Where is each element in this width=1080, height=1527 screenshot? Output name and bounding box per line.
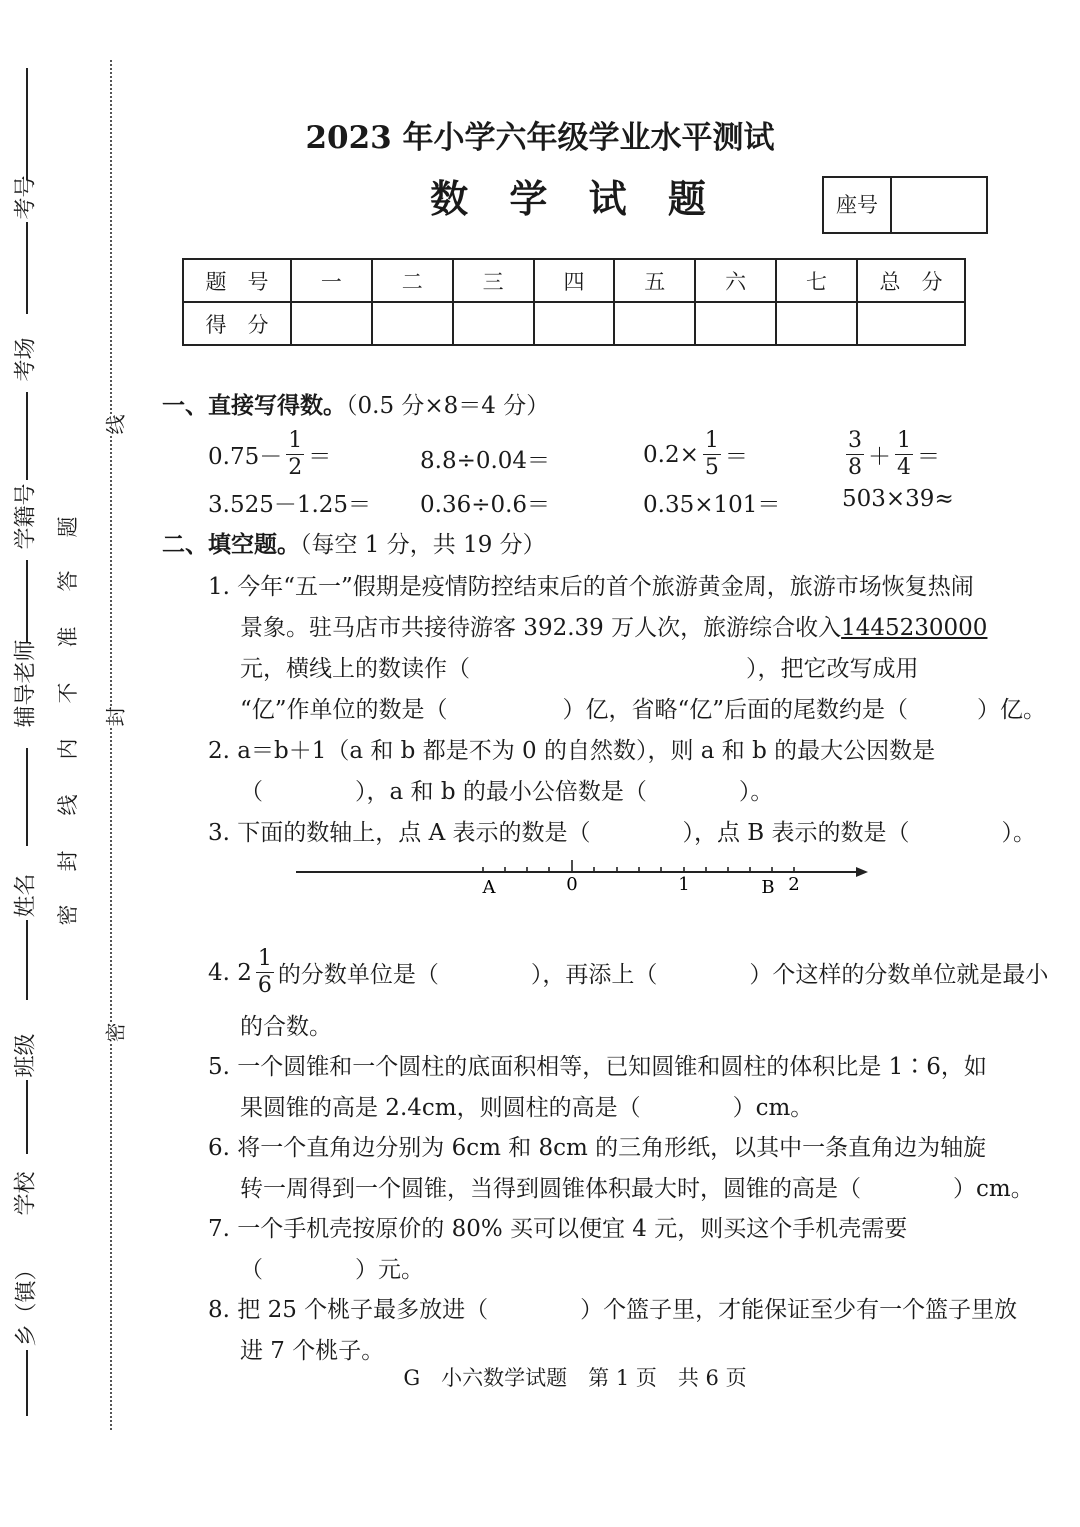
page-footer: G 小六数学试题 第 1 页 共 6 页 [403, 1366, 747, 1390]
seal-mark: 线 [100, 415, 129, 435]
question-4-line [208, 948, 1048, 997]
binding-line [26, 222, 28, 314]
numerator: 1 [288, 428, 303, 453]
question-3-line: 3. 下面的数轴上，点 A 表示的数是（ ），点 B 表示的数是（ ）。 [208, 820, 1037, 846]
question-8-line: 8. 把 25 个桃子最多放进（ ）个篮子里，才能保证至少有一个篮子里放 [208, 1297, 1018, 1323]
seal-word: 内 [56, 738, 80, 760]
binding-line [26, 392, 28, 480]
label-township: 乡（镇） [14, 1258, 40, 1347]
binding-line [26, 1080, 28, 1154]
calc-text: 0.35×101＝ [643, 492, 781, 518]
binding-line [26, 748, 28, 846]
calc-text: 3.525－1.25＝ [208, 492, 372, 518]
table-header-cell: 一 [291, 259, 372, 302]
exam-title: 2023 年小学六年级学业水平测试 [305, 120, 775, 156]
calc-text: 0.75－ [208, 444, 283, 470]
calc-item [842, 486, 954, 512]
score-cell[interactable] [776, 302, 857, 345]
seal-mark: 密 [100, 1023, 129, 1043]
calc-text: ＋ [868, 444, 891, 470]
section-2-heading [162, 526, 546, 559]
table-header-cell: 总 分 [857, 259, 965, 302]
score-cell[interactable] [534, 302, 615, 345]
axis-label-two: 2 [788, 874, 800, 895]
calc-text: ＝ [308, 444, 332, 470]
table-header-cell: 七 [776, 259, 857, 302]
calc-text: ＝ [917, 444, 940, 470]
calc-item [842, 430, 940, 479]
fraction [286, 430, 304, 479]
table-header-cell: 二 [372, 259, 453, 302]
question-4-line: 的合数。 [240, 1014, 332, 1040]
denominator: 8 [848, 455, 862, 480]
denominator: 2 [288, 455, 303, 480]
question-text: 4. 2 [208, 959, 252, 986]
section-points: （0.5 分×8＝4 分） [346, 393, 550, 419]
seal-word: 线 [56, 794, 80, 816]
seal-mark: 封 [100, 707, 129, 727]
section-points: （每空 1 分，共 19 分） [300, 532, 546, 558]
seal-word: 答 [56, 570, 80, 592]
question-2-line: （ ），a 和 b 的最小公倍数是（ ）。 [240, 779, 774, 805]
table-header-cell: 六 [695, 259, 776, 302]
numerator: 3 [848, 428, 862, 453]
calc-item [643, 486, 780, 519]
question-text: 的分数单位是（ ），再添上（ ）个这样的分数单位就是最小 [277, 962, 1049, 988]
dotted-seal-line [110, 60, 112, 1430]
number-line [290, 850, 880, 900]
question-1-line: “亿”作单位的数是（ ）亿，省略“亿”后面的尾数约是（ ）亿。 [240, 697, 1047, 723]
calc-item [208, 430, 331, 479]
calc-text: 8.8÷0.04＝ [420, 448, 551, 474]
binding-line [26, 560, 28, 642]
denominator: 5 [704, 455, 719, 480]
subject-title: 数 学 试 题 [430, 176, 720, 221]
section-title: 二、填空题。 [162, 531, 300, 558]
label-tutor: 辅导老师 [13, 639, 39, 728]
calc-text: ＝ [724, 444, 748, 470]
question-1-line [240, 609, 987, 642]
question-6-line: 转一周得到一个圆锥，当得到圆锥体积最大时，圆锥的高是（ ）cm。 [240, 1176, 1034, 1202]
calc-text: 0.36÷0.6＝ [420, 492, 551, 518]
score-table [182, 258, 966, 346]
fraction [256, 948, 274, 997]
seal-word: 题 [56, 516, 80, 538]
score-cell[interactable] [453, 302, 534, 345]
axis-label-one: 1 [678, 874, 690, 895]
seat-label: 座号 [824, 178, 892, 232]
denominator: 6 [257, 973, 272, 998]
label-exam-room: 考场 [13, 337, 39, 382]
question-5-line: 5. 一个圆锥和一个圆柱的底面积相等，已知圆锥和圆柱的体积比是 1∶6，如 [208, 1054, 987, 1080]
numerator: 1 [257, 946, 272, 971]
calc-text: 0.2× [643, 441, 699, 468]
denominator: 4 [897, 455, 911, 480]
fraction [846, 430, 864, 479]
score-cell[interactable] [857, 302, 965, 345]
question-1-line: 元，横线上的数读作（ ），把它改写成用 [240, 656, 919, 682]
section-title: 一、直接写得数。 [162, 392, 346, 419]
score-cell[interactable] [614, 302, 695, 345]
calc-item [208, 486, 371, 519]
label-student-id: 学籍号 [13, 483, 39, 550]
axis-label-b: B [761, 877, 775, 898]
label-school: 学校 [13, 1171, 39, 1216]
question-7-line: （ ）元。 [240, 1257, 424, 1283]
binding-line [26, 920, 28, 1000]
table-header-cell: 四 [534, 259, 615, 302]
label-exam-number: 考号 [13, 175, 39, 220]
table-row-label: 得 分 [183, 302, 291, 345]
seat-number-box[interactable] [822, 176, 988, 234]
seal-word: 不 [56, 682, 80, 704]
question-text: 景象。驻马店市共接待游客 392.39 万人次，旅游综合收入 [240, 615, 842, 641]
seal-word: 封 [56, 850, 80, 872]
calc-item [643, 430, 748, 479]
question-2-line: 2. a＝b＋1（a 和 b 都是不为 0 的自然数），则 a 和 b 的最大公因数是 [208, 738, 936, 764]
table-row [183, 302, 965, 345]
label-class: 班级 [13, 1033, 39, 1078]
table-header-cell: 三 [453, 259, 534, 302]
label-name: 姓名 [13, 873, 39, 918]
seal-word: 准 [56, 626, 80, 648]
numerator: 1 [897, 428, 911, 453]
calc-item [420, 442, 550, 475]
table-row [183, 259, 965, 302]
score-cell[interactable] [372, 302, 453, 345]
calc-item [420, 486, 550, 519]
underlined-number: 1445230000 [841, 615, 988, 641]
score-cell[interactable] [695, 302, 776, 345]
fraction [895, 430, 913, 479]
table-header-cell: 五 [614, 259, 695, 302]
fraction [703, 430, 721, 479]
question-8-line: 进 7 个桃子。 [240, 1338, 385, 1364]
axis-label-zero: 0 [566, 874, 578, 895]
calc-text: 503×39≈ [842, 486, 954, 512]
seal-word: 密 [56, 904, 80, 926]
question-6-line: 6. 将一个直角边分别为 6cm 和 8cm 的三角形纸，以其中一条直角边为轴旋 [208, 1135, 987, 1161]
score-cell[interactable] [291, 302, 372, 345]
axis-label-a: A [482, 877, 496, 898]
section-1-heading [162, 387, 549, 420]
question-1-line: 1. 今年“五一”假期是疫情防控结束后的首个旅游黄金周，旅游市场恢复热闹 [208, 574, 974, 600]
numerator: 1 [704, 428, 719, 453]
table-header-cell: 题 号 [183, 259, 291, 302]
question-7-line: 7. 一个手机壳按原价的 80% 买可以便宜 4 元，则买这个手机壳需要 [208, 1216, 908, 1242]
question-5-line: 果圆锥的高是 2.4cm，则圆柱的高是（ ）cm。 [240, 1095, 814, 1121]
